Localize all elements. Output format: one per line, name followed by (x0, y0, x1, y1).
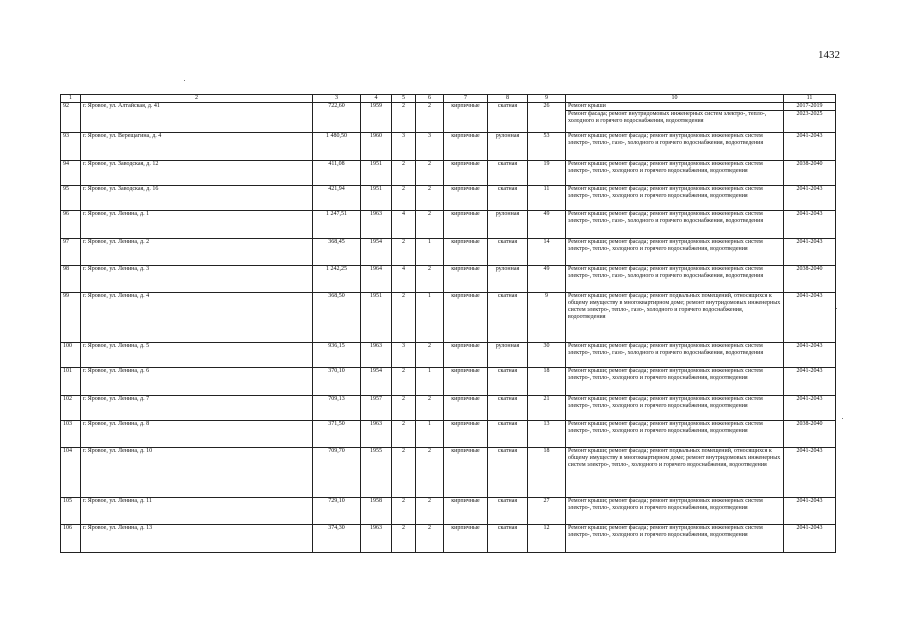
house-number-cell: 97 (61, 239, 81, 266)
table-row (61, 368, 836, 396)
address-cell: г. Яровое, ул. Ленина, д. 1 (81, 211, 313, 239)
area-cell: 411,08 (313, 161, 361, 186)
table-row (61, 421, 836, 448)
year-cell: 1963 (361, 211, 392, 239)
column-header-6: 6 (416, 95, 444, 103)
repair-term-cell (784, 211, 836, 239)
floors-cell: 2 (392, 498, 416, 525)
repair-term-cell (784, 368, 836, 396)
repair-term-cell (784, 525, 836, 553)
repair-term-text: 2041-2043 (796, 343, 823, 349)
repair-term-text: 2041-2043 (796, 498, 823, 504)
area-cell: 1 480,50 (313, 133, 361, 161)
address-cell: г. Яровое, ул. Заводская, д. 16 (81, 186, 313, 211)
table-body (61, 103, 836, 553)
table-row (61, 293, 836, 343)
apartments-cell: 49 (528, 266, 566, 293)
entrances-cell: 3 (416, 133, 444, 161)
year-cell: 1951 (361, 161, 392, 186)
house-number-cell: 99 (61, 293, 81, 343)
address-cell: г. Яровое, ул. Ленина, д. 7 (81, 396, 313, 421)
area-cell: 374,30 (313, 525, 361, 553)
wall-material-cell: кирпичные (444, 266, 488, 293)
repair-work-text: Ремонт крыши; ремонт фасада; ремонт внутридомовых инженерных систем электро-, тепло-, газо-, холодного и горячего водоснабжения, водоотведения (568, 133, 764, 146)
wall-material-cell: кирпичные (444, 525, 488, 553)
repair-work-text: Ремонт крыши; ремонт фасада; ремонт внутридомовых инженерных систем электро-, тепло-, холодного и горячего водоснабжения, водоотведения (568, 239, 763, 252)
apartments-cell: 26 (528, 103, 566, 133)
repair-term-cell (784, 186, 836, 211)
roof-type-cell: скатная (488, 161, 528, 186)
apartments-cell: 18 (528, 448, 566, 498)
roof-type-cell: рулонная (488, 211, 528, 239)
entrances-cell: 2 (416, 448, 444, 498)
repair-term-text: 2041-2043 (796, 133, 823, 139)
repair-works-cell (566, 421, 784, 448)
wall-material-cell: кирпичные (444, 396, 488, 421)
area-cell: 368,50 (313, 293, 361, 343)
repair-work-text: Ремонт крыши; ремонт фасада; ремонт внутридомовых инженерных систем электро-, тепло-, холодного и горячего водоснабжения, водоотведения (568, 396, 763, 409)
repair-term-cell (784, 266, 836, 293)
capital-repair-table (60, 94, 836, 553)
wall-material-cell: кирпичные (444, 448, 488, 498)
entrances-cell: 2 (416, 498, 444, 525)
table-row (61, 266, 836, 293)
house-number-cell: 103 (61, 421, 81, 448)
house-number-cell: 106 (61, 525, 81, 553)
area-cell: 370,10 (313, 368, 361, 396)
entrances-cell: 2 (416, 186, 444, 211)
address-cell: г. Яровое, ул. Заводская, д. 12 (81, 161, 313, 186)
scan-speck (184, 80, 185, 81)
repair-works-cell (566, 448, 784, 498)
column-header-8: 8 (488, 95, 528, 103)
repair-works-cell (566, 498, 784, 525)
repair-work-text: Ремонт крыши; ремонт фасада; ремонт внутридомовых инженерных систем электро-, тепло-, газо-, холодного и горячего водоснабжения, водоотведения (568, 343, 764, 356)
table-row (61, 103, 836, 133)
floors-cell: 2 (392, 186, 416, 211)
repair-works-cell (566, 396, 784, 421)
address-cell: г. Яровое, ул. Ленина, д. 13 (81, 525, 313, 553)
apartments-cell: 27 (528, 498, 566, 525)
repair-term-cell (784, 421, 836, 448)
column-header-7: 7 (444, 95, 488, 103)
floors-cell: 2 (392, 103, 416, 133)
column-header-1: 1 (61, 95, 81, 103)
roof-type-cell: скатная (488, 293, 528, 343)
table-row (61, 211, 836, 239)
roof-type-cell: скатная (488, 448, 528, 498)
house-number-cell: 95 (61, 186, 81, 211)
entrances-cell: 2 (416, 343, 444, 368)
table-row (61, 186, 836, 211)
year-cell: 1958 (361, 498, 392, 525)
house-number-cell: 105 (61, 498, 81, 525)
floors-cell: 2 (392, 368, 416, 396)
house-number-cell: 100 (61, 343, 81, 368)
area-cell: 1 247,51 (313, 211, 361, 239)
wall-material-cell: кирпичные (444, 133, 488, 161)
repair-term-cell (784, 293, 836, 343)
apartments-cell: 19 (528, 161, 566, 186)
repair-works-cell (566, 133, 784, 161)
floors-cell: 2 (392, 421, 416, 448)
apartments-cell: 21 (528, 396, 566, 421)
entrances-cell: 2 (416, 396, 444, 421)
repair-term-text: 2041-2043 (796, 448, 823, 454)
roof-type-cell: скатная (488, 239, 528, 266)
year-cell: 1957 (361, 396, 392, 421)
table-row (61, 498, 836, 525)
apartments-cell: 13 (528, 421, 566, 448)
roof-type-cell: скатная (488, 368, 528, 396)
roof-type-cell: рулонная (488, 266, 528, 293)
floors-cell: 2 (392, 161, 416, 186)
house-number-cell: 98 (61, 266, 81, 293)
entrances-cell: 1 (416, 293, 444, 343)
repair-term-text: 2038-2040 (796, 161, 823, 167)
apartments-cell: 11 (528, 186, 566, 211)
house-number-cell: 93 (61, 133, 81, 161)
area-cell: 722,60 (313, 103, 361, 133)
page-number: 1432 (818, 49, 840, 61)
table-header (61, 95, 836, 103)
repair-term-cell (784, 396, 836, 421)
wall-material-cell: кирпичные (444, 103, 488, 133)
entrances-cell: 1 (416, 368, 444, 396)
house-number-cell: 92 (61, 103, 81, 133)
repair-work-text: Ремонт крыши; ремонт фасада; ремонт внутридомовых инженерных систем электро-, тепло-, холодного и горячего водоснабжения, водоотведения (568, 368, 763, 381)
area-cell: 368,45 (313, 239, 361, 266)
entrances-cell: 2 (416, 211, 444, 239)
apartments-cell: 18 (528, 368, 566, 396)
house-number-cell: 102 (61, 396, 81, 421)
address-cell: г. Яровое, ул. Ленина, д. 4 (81, 293, 313, 343)
apartments-cell: 14 (528, 239, 566, 266)
floors-cell: 4 (392, 266, 416, 293)
year-cell: 1963 (361, 343, 392, 368)
entrances-cell: 1 (416, 239, 444, 266)
floors-cell: 3 (392, 343, 416, 368)
repair-term-cell (784, 161, 836, 186)
repair-work-text: Ремонт крыши; ремонт фасада; ремонт внутридомовых инженерных систем электро-, тепло-, газо-, холодного и горячего водоснабжения, водоотведения (568, 211, 764, 224)
table-row (61, 448, 836, 498)
repair-term-text: 2041-2043 (796, 211, 823, 217)
year-cell: 1964 (361, 266, 392, 293)
area-cell: 729,10 (313, 498, 361, 525)
repair-term-cell (784, 448, 836, 498)
roof-type-cell: скатная (488, 498, 528, 525)
year-cell: 1963 (361, 421, 392, 448)
apartments-cell: 49 (528, 211, 566, 239)
floors-cell: 3 (392, 133, 416, 161)
repair-term-text: 2023-2025 (784, 110, 835, 118)
year-cell: 1955 (361, 448, 392, 498)
wall-material-cell: кирпичные (444, 421, 488, 448)
header-row (61, 95, 836, 103)
column-header-5: 5 (392, 95, 416, 103)
house-number-cell: 101 (61, 368, 81, 396)
repair-term-cell (784, 133, 836, 161)
scan-speck (836, 308, 837, 309)
table-row (61, 343, 836, 368)
repair-works-cell (566, 293, 784, 343)
repair-works-cell (566, 211, 784, 239)
year-cell: 1951 (361, 293, 392, 343)
floors-cell: 2 (392, 239, 416, 266)
address-cell: г. Яровое, ул. Алтайская, д. 41 (81, 103, 313, 133)
repair-term-text: 2041-2043 (796, 368, 823, 374)
address-cell: г. Яровое, ул. Ленина, д. 10 (81, 448, 313, 498)
floors-cell: 2 (392, 293, 416, 343)
address-cell: г. Яровое, ул. Верещагина, д. 4 (81, 133, 313, 161)
wall-material-cell: кирпичные (444, 161, 488, 186)
area-cell: 371,50 (313, 421, 361, 448)
floors-cell: 2 (392, 448, 416, 498)
floors-cell: 2 (392, 525, 416, 553)
repair-work-text: Ремонт крыши; ремонт фасада; ремонт внутридомовых инженерных систем электро-, тепло-, газо-, холодного и горячего водоснабжения, водоотведения (568, 266, 764, 279)
repair-work-text: Ремонт крыши; ремонт фасада; ремонт подвальных помещений, относящихся к общему имуществу в многоквартирном доме; ремонт внутридомовых инженерных систем электро-, тепло-, газо-, холодного и горячего водоснабжения, водоотведения (568, 293, 781, 320)
repair-term-text: 2041-2043 (796, 293, 823, 299)
wall-material-cell: кирпичные (444, 368, 488, 396)
address-cell: г. Яровое, ул. Ленина, д. 5 (81, 343, 313, 368)
repair-term-text: 2017-2019 (796, 103, 823, 109)
table-row (61, 239, 836, 266)
repair-work-text: Ремонт крыши; ремонт фасада; ремонт внутридомовых инженерных систем электро-, тепло-, холодного и горячего водоснабжения, водоотведения (568, 421, 763, 434)
repair-term-text: 2041-2043 (796, 186, 823, 192)
roof-type-cell: скатная (488, 186, 528, 211)
repair-term-cell (784, 239, 836, 266)
repair-works-cell (566, 525, 784, 553)
wall-material-cell: кирпичные (444, 239, 488, 266)
address-cell: г. Яровое, ул. Ленина, д. 11 (81, 498, 313, 525)
roof-type-cell: скатная (488, 396, 528, 421)
area-cell: 709,13 (313, 396, 361, 421)
column-header-9: 9 (528, 95, 566, 103)
column-header-10: 10 (566, 95, 784, 103)
apartments-cell: 12 (528, 525, 566, 553)
column-header-4: 4 (361, 95, 392, 103)
wall-material-cell: кирпичные (444, 186, 488, 211)
repair-works-cell (566, 343, 784, 368)
repair-term-cell (784, 498, 836, 525)
house-number-cell: 96 (61, 211, 81, 239)
repair-work-text: Ремонт крыши; ремонт фасада; ремонт внутридомовых инженерных систем электро-, тепло-, холодного и горячего водоснабжения, водоотведения (568, 161, 763, 174)
repair-works-cell (566, 266, 784, 293)
repair-works-cell (566, 368, 784, 396)
apartments-cell: 53 (528, 133, 566, 161)
address-cell: г. Яровое, ул. Ленина, д. 2 (81, 239, 313, 266)
year-cell: 1954 (361, 368, 392, 396)
year-cell: 1960 (361, 133, 392, 161)
column-header-3: 3 (313, 95, 361, 103)
repair-work-text: Ремонт крыши; ремонт фасада; ремонт внутридомовых инженерных систем электро-, тепло-, холодного и горячего водоснабжения, водоотведения (568, 525, 763, 538)
repair-term-text: 2041-2043 (796, 396, 823, 402)
year-cell: 1963 (361, 525, 392, 553)
column-header-2: 2 (81, 95, 313, 103)
entrances-cell: 2 (416, 103, 444, 133)
repair-works-cell (566, 161, 784, 186)
year-cell: 1954 (361, 239, 392, 266)
repair-term-text: 2041-2043 (796, 525, 823, 531)
table-row (61, 161, 836, 186)
area-cell: 1 242,25 (313, 266, 361, 293)
column-header-11: 11 (784, 95, 836, 103)
wall-material-cell: кирпичные (444, 211, 488, 239)
repair-work-text: Ремонт фасада; ремонт внутридомовых инженерных систем электро-, тепло-, холодного и горячего водоснабжения, водоотведения (566, 110, 783, 125)
wall-material-cell: кирпичные (444, 293, 488, 343)
entrances-cell: 2 (416, 266, 444, 293)
entrances-cell: 2 (416, 525, 444, 553)
roof-type-cell: скатная (488, 525, 528, 553)
year-cell: 1959 (361, 103, 392, 133)
repair-term-text: 2038-2040 (796, 421, 823, 427)
entrances-cell: 1 (416, 421, 444, 448)
apartments-cell: 30 (528, 343, 566, 368)
area-cell: 421,94 (313, 186, 361, 211)
house-number-cell: 104 (61, 448, 81, 498)
repair-work-text: Ремонт крыши; ремонт фасада; ремонт внутридомовых инженерных систем электро-, тепло-, холодного и горячего водоснабжения, водоотведения (568, 498, 763, 511)
repair-term-text: 2041-2043 (796, 239, 823, 245)
table-row (61, 525, 836, 553)
repair-work-text: Ремонт крыши (568, 103, 606, 109)
floors-cell: 4 (392, 211, 416, 239)
roof-type-cell: рулонная (488, 343, 528, 368)
area-cell: 936,15 (313, 343, 361, 368)
roof-type-cell: скатная (488, 421, 528, 448)
area-cell: 709,70 (313, 448, 361, 498)
repair-term-text: 2038-2040 (796, 266, 823, 272)
year-cell: 1951 (361, 186, 392, 211)
roof-type-cell: скатная (488, 103, 528, 133)
roof-type-cell: рулонная (488, 133, 528, 161)
repair-works-cell (566, 186, 784, 211)
entrances-cell: 2 (416, 161, 444, 186)
repair-work-text: Ремонт крыши; ремонт фасада; ремонт внутридомовых инженерных систем электро-, тепло-, холодного и горячего водоснабжения, водоотведения (568, 186, 763, 199)
wall-material-cell: кирпичные (444, 498, 488, 525)
address-cell: г. Яровое, ул. Ленина, д. 8 (81, 421, 313, 448)
house-number-cell: 94 (61, 161, 81, 186)
table-row (61, 133, 836, 161)
address-cell: г. Яровое, ул. Ленина, д. 6 (81, 368, 313, 396)
floors-cell: 2 (392, 396, 416, 421)
scan-speck (842, 418, 843, 419)
repair-works-cell (566, 239, 784, 266)
wall-material-cell: кирпичные (444, 343, 488, 368)
repair-work-text: Ремонт крыши; ремонт фасада; ремонт подвальных помещений, относящихся к общему имуществу в многоквартирном доме; ремонт внутридомовых инженерных систем электро-, тепло-, холодного и горячего водоснабжения, водоотведения (568, 448, 781, 468)
repair-term-cell (784, 103, 836, 133)
address-cell: г. Яровое, ул. Ленина, д. 3 (81, 266, 313, 293)
apartments-cell: 9 (528, 293, 566, 343)
repair-works-cell (566, 103, 784, 133)
repair-term-cell (784, 343, 836, 368)
table-row (61, 396, 836, 421)
